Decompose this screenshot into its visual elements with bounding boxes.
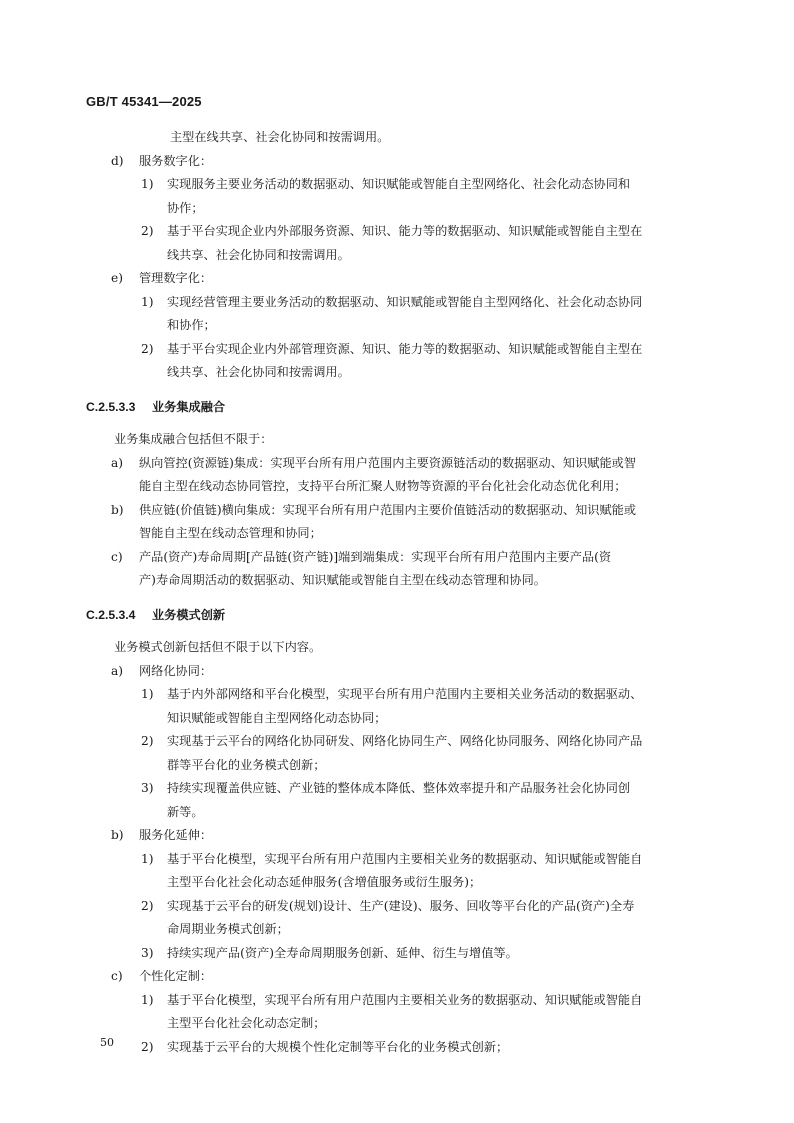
list-block-integration bbox=[86, 452, 708, 593]
list-line bbox=[86, 848, 708, 872]
list-line bbox=[86, 220, 708, 244]
section-heading-business-integration bbox=[86, 396, 708, 420]
sub-list-item bbox=[86, 220, 708, 267]
sub-list-item bbox=[86, 777, 708, 824]
list-text: 服务化延伸： bbox=[139, 828, 213, 842]
section-title: 业务集成融合 bbox=[152, 399, 226, 414]
list-text: 网络化协同： bbox=[139, 663, 213, 678]
list-marker bbox=[141, 314, 167, 338]
list-text: 主型平台化社会化动态延伸服务(含增值服务或衍生服务)； bbox=[167, 875, 482, 889]
list-line bbox=[86, 361, 708, 385]
list-line bbox=[86, 314, 708, 338]
list-marker: 2) bbox=[141, 898, 154, 913]
list-text: 线共享、社会化协同和按需调用。 bbox=[167, 365, 350, 379]
list-text: 群等平台化的业务模式创新； bbox=[167, 757, 326, 772]
list-line bbox=[86, 569, 708, 593]
list-marker: 1) bbox=[141, 851, 154, 866]
list-marker: b) bbox=[111, 502, 124, 517]
list-line bbox=[86, 801, 708, 825]
list-marker: b) bbox=[111, 828, 124, 842]
sub-list-item bbox=[86, 848, 708, 895]
list-marker: 3) bbox=[141, 945, 154, 960]
list-line bbox=[86, 754, 708, 778]
list-text: 产)寿命周期活动的数据驱动、知识赋能或智能自主型在线动态管理和协同。 bbox=[139, 573, 546, 587]
list-line bbox=[86, 522, 708, 546]
list-text: 个性化定制： bbox=[139, 969, 213, 983]
list-line bbox=[86, 918, 708, 942]
list-text: 主型平台化社会化动态定制； bbox=[167, 1016, 326, 1030]
sub-list-item bbox=[86, 1036, 708, 1060]
list-marker bbox=[141, 707, 167, 731]
list-text: 协作； bbox=[167, 200, 204, 215]
list-marker bbox=[111, 475, 139, 499]
list-marker: d) bbox=[111, 153, 124, 168]
list-marker: 2) bbox=[141, 1039, 154, 1054]
list-marker: 1) bbox=[141, 294, 154, 309]
list-text: 基于平台化模型，实现平台所有用户范围内主要相关业务的数据驱动、知识赋能或智能自 bbox=[167, 851, 643, 866]
list-marker: c) bbox=[111, 969, 123, 983]
section-number: C.2.5.3.3 bbox=[86, 399, 136, 414]
list-marker: 1) bbox=[141, 687, 154, 701]
list-line bbox=[86, 871, 708, 895]
list-text: 能自主型在线动态协同管控，支持平台所汇聚人财物等资源的平台化社会化动态优化利用； bbox=[139, 479, 627, 493]
list-text: 实现经营管理主要业务活动的数据驱动、知识赋能或智能自主型网络化、社会化动态协同 bbox=[167, 294, 643, 309]
list-marker: c) bbox=[111, 549, 123, 564]
list-text: 实现服务主要业务活动的数据驱动、知识赋能或智能自主型网络化、社会化动态协同和 bbox=[167, 177, 631, 191]
section-title: 业务模式创新 bbox=[152, 607, 226, 622]
list-line bbox=[86, 546, 708, 570]
list-text: 产品(资产)寿命周期[产品链(资产链)]端到端集成：实现平台所有用户范围内主要产品(资 bbox=[139, 549, 612, 564]
list-item bbox=[86, 150, 708, 174]
list-text: 知识赋能或智能自主型网络化动态协同； bbox=[167, 710, 387, 725]
list-text: 实现基于云平台的网络化协同研发、网络化协同生产、网络化协同服务、网络化协同产品 bbox=[167, 734, 643, 748]
list-line bbox=[86, 452, 708, 476]
list-block-innovation bbox=[86, 660, 708, 1060]
list-marker: 2) bbox=[141, 734, 154, 748]
list-line bbox=[86, 173, 708, 197]
list-line bbox=[86, 1012, 708, 1036]
list-marker: a) bbox=[111, 455, 124, 470]
list-marker bbox=[141, 361, 167, 385]
list-marker: 2) bbox=[141, 224, 154, 238]
list-text: 实现基于云平台的研发(规划)设计、生产(建设)、服务、回收等平台化的产品(资产)全寿 bbox=[167, 898, 635, 913]
list-marker: 2) bbox=[141, 341, 154, 356]
list-marker: a) bbox=[111, 663, 124, 678]
list-text: 新等。 bbox=[167, 804, 204, 819]
list-marker bbox=[111, 569, 139, 593]
list-line bbox=[86, 707, 708, 731]
list-line bbox=[86, 1036, 708, 1060]
sub-list-item bbox=[86, 730, 708, 777]
list-line bbox=[86, 197, 708, 221]
list-marker bbox=[141, 197, 167, 221]
list-marker bbox=[141, 754, 167, 778]
list-text: 线共享、社会化协同和按需调用。 bbox=[167, 247, 350, 262]
list-text: 供应链(价值链)横向集成：实现平台所有用户范围内主要价值链活动的数据驱动、知识赋能或 bbox=[139, 502, 637, 517]
sub-list-item bbox=[86, 683, 708, 730]
list-marker bbox=[141, 1012, 167, 1036]
section-intro: 业务集成融合包括但不限于： bbox=[114, 432, 273, 446]
list-text: 持续实现覆盖供应链、产业链的整体成本降低、整体效率提升和产品服务社会化协同创 bbox=[167, 781, 631, 795]
list-line bbox=[86, 683, 708, 707]
list-marker: e) bbox=[111, 271, 123, 285]
list-text: 实现基于云平台的大规模个性化定制等平台化的业务模式创新； bbox=[167, 1039, 509, 1054]
list-marker: 1) bbox=[141, 177, 154, 191]
list-line bbox=[86, 499, 708, 523]
list-line bbox=[86, 895, 708, 919]
page-number: 50 bbox=[100, 1036, 114, 1049]
sub-list-item bbox=[86, 895, 708, 942]
document-body bbox=[86, 126, 708, 1059]
list-text: 持续实现产品(资产)全寿命周期服务创新、延伸、衍生与增值等。 bbox=[167, 945, 518, 960]
list-line bbox=[86, 730, 708, 754]
sub-list-item bbox=[86, 291, 708, 338]
list-text: 智能自主型在线动态管理和协同； bbox=[139, 526, 322, 540]
list-line bbox=[86, 989, 708, 1013]
section-intro: 业务模式创新包括但不限于以下内容。 bbox=[114, 640, 322, 654]
list-marker bbox=[111, 522, 139, 546]
sub-list-item bbox=[86, 989, 708, 1036]
list-marker bbox=[141, 871, 167, 895]
list-line bbox=[86, 475, 708, 499]
list-text: 命周期业务模式创新； bbox=[167, 922, 289, 936]
continuation-line: 主型在线共享、社会化协同和按需调用。 bbox=[170, 130, 390, 144]
list-item bbox=[86, 660, 708, 684]
list-text: 基于平台实现企业内外部管理资源、知识、能力等的数据驱动、知识赋能或智能自主型在 bbox=[167, 341, 643, 356]
list-text: 基于平台实现企业内外部服务资源、知识、能力等的数据驱动、知识赋能或智能自主型在 bbox=[167, 224, 643, 238]
list-block-digitalization bbox=[86, 150, 708, 385]
list-marker: 1) bbox=[141, 992, 154, 1007]
list-marker bbox=[141, 918, 167, 942]
sub-list-item bbox=[86, 338, 708, 385]
list-marker: 3) bbox=[141, 781, 154, 795]
list-marker bbox=[141, 801, 167, 825]
list-line bbox=[86, 942, 708, 966]
list-text: 和协作； bbox=[167, 318, 216, 332]
list-marker bbox=[141, 244, 167, 268]
list-line bbox=[86, 244, 708, 268]
list-line bbox=[86, 291, 708, 315]
list-text: 基于内外部网络和平台化模型，实现平台所有用户范围内主要相关业务活动的数据驱动、 bbox=[167, 687, 643, 701]
list-text: 服务数字化： bbox=[139, 153, 213, 168]
list-text: 纵向管控(资源链)集成：实现平台所有用户范围内主要资源链活动的数据驱动、知识赋能或智 bbox=[139, 455, 637, 470]
list-text: 基于平台化模型，实现平台所有用户范围内主要相关业务的数据驱动、知识赋能或智能自 bbox=[167, 992, 643, 1007]
standard-code-header: GB/T 45341—2025 bbox=[86, 94, 202, 109]
list-text: 管理数字化： bbox=[139, 271, 213, 285]
sub-list-item bbox=[86, 173, 708, 220]
list-line bbox=[86, 338, 708, 362]
section-number: C.2.5.3.4 bbox=[86, 607, 136, 622]
list-line bbox=[86, 777, 708, 801]
list-item bbox=[86, 267, 708, 291]
list-item bbox=[86, 965, 708, 989]
section-heading-business-model-innovation bbox=[86, 604, 708, 628]
list-item bbox=[86, 824, 708, 848]
sub-list-item bbox=[86, 942, 708, 966]
